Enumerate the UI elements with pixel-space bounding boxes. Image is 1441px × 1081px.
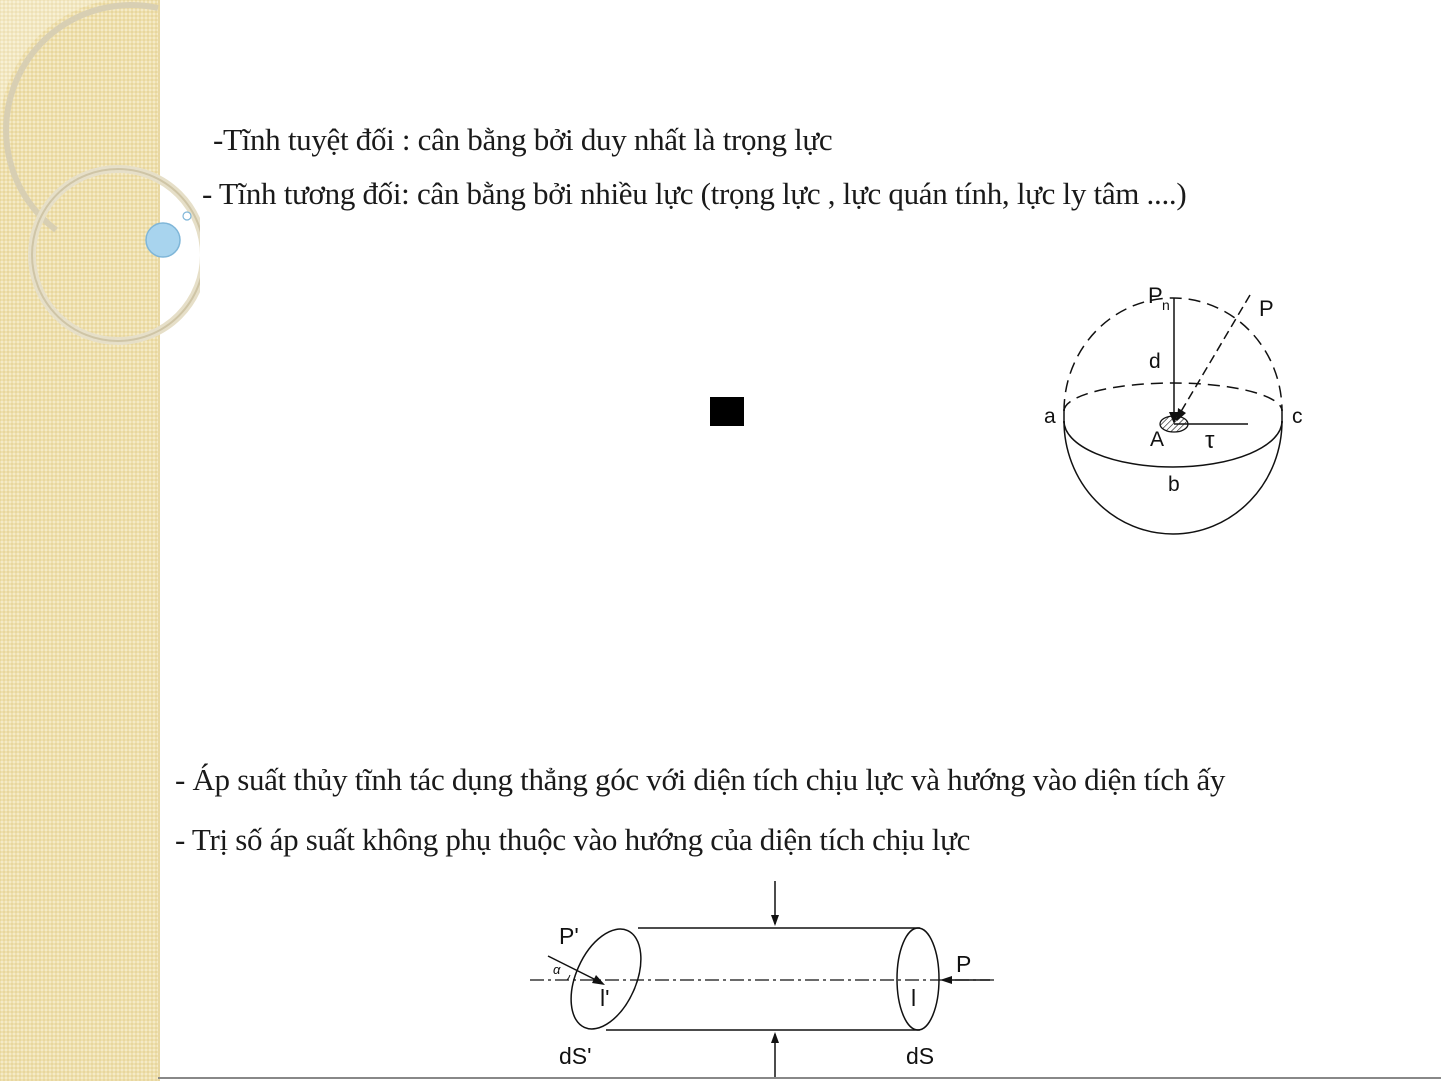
small-bubble — [183, 212, 191, 220]
label-point-a: A — [1150, 428, 1165, 451]
label-p-right: P — [956, 951, 972, 977]
right-force-arrowhead — [940, 976, 952, 984]
label-c: c — [1292, 405, 1303, 428]
label-p-prime: P' — [559, 923, 579, 949]
label-pn: P — [1148, 283, 1163, 308]
label-b: b — [1168, 473, 1180, 496]
top-force-arrowhead — [771, 915, 779, 926]
black-square-mark — [710, 397, 744, 426]
upper-hemisphere-dashed — [1064, 298, 1282, 411]
label-ds: dS — [906, 1043, 935, 1069]
label-p: P — [1259, 296, 1274, 321]
label-a: a — [1044, 405, 1056, 428]
label-tau: τ — [1205, 427, 1215, 454]
cylinder-pressure-diagram — [520, 876, 1010, 1081]
text-line-pressure-direction: - Áp suất thủy tĩnh tác dụng thẳng góc với diện tích chịu lực và hướng vào diện tích ấy — [175, 762, 1226, 797]
pressure-force-dashed — [1176, 295, 1250, 420]
blue-bubble — [146, 223, 180, 257]
label-ds-prime: dS' — [559, 1043, 592, 1069]
text-line-relative-static: - Tĩnh tương đối: cân bằng bởi nhiều lực (trọng lực , lực quán tính, lực ly tâm ....) — [202, 176, 1187, 211]
right-section — [897, 928, 939, 1030]
label-pn-subscript: n — [1162, 297, 1170, 313]
alpha-arc — [567, 975, 570, 980]
label-alpha: α — [553, 962, 561, 977]
oblique-force-arrowhead — [592, 975, 605, 985]
bottom-divider — [158, 1077, 1441, 1079]
label-l: l — [911, 985, 917, 1011]
decorative-circles — [0, 0, 200, 360]
bottom-force-arrowhead — [771, 1032, 779, 1043]
text-line-pressure-value: - Trị số áp suất không phụ thuộc vào hướng của diện tích chịu lực — [175, 822, 971, 857]
label-l-prime: l' — [600, 985, 610, 1011]
equator-back-dashed — [1064, 383, 1282, 411]
text-line-absolute-static: -Tĩnh tuyệt đối : cân bằng bởi duy nhất là trọng lực — [213, 122, 833, 157]
sphere-pressure-diagram — [1030, 278, 1350, 548]
label-d: d — [1149, 350, 1161, 373]
